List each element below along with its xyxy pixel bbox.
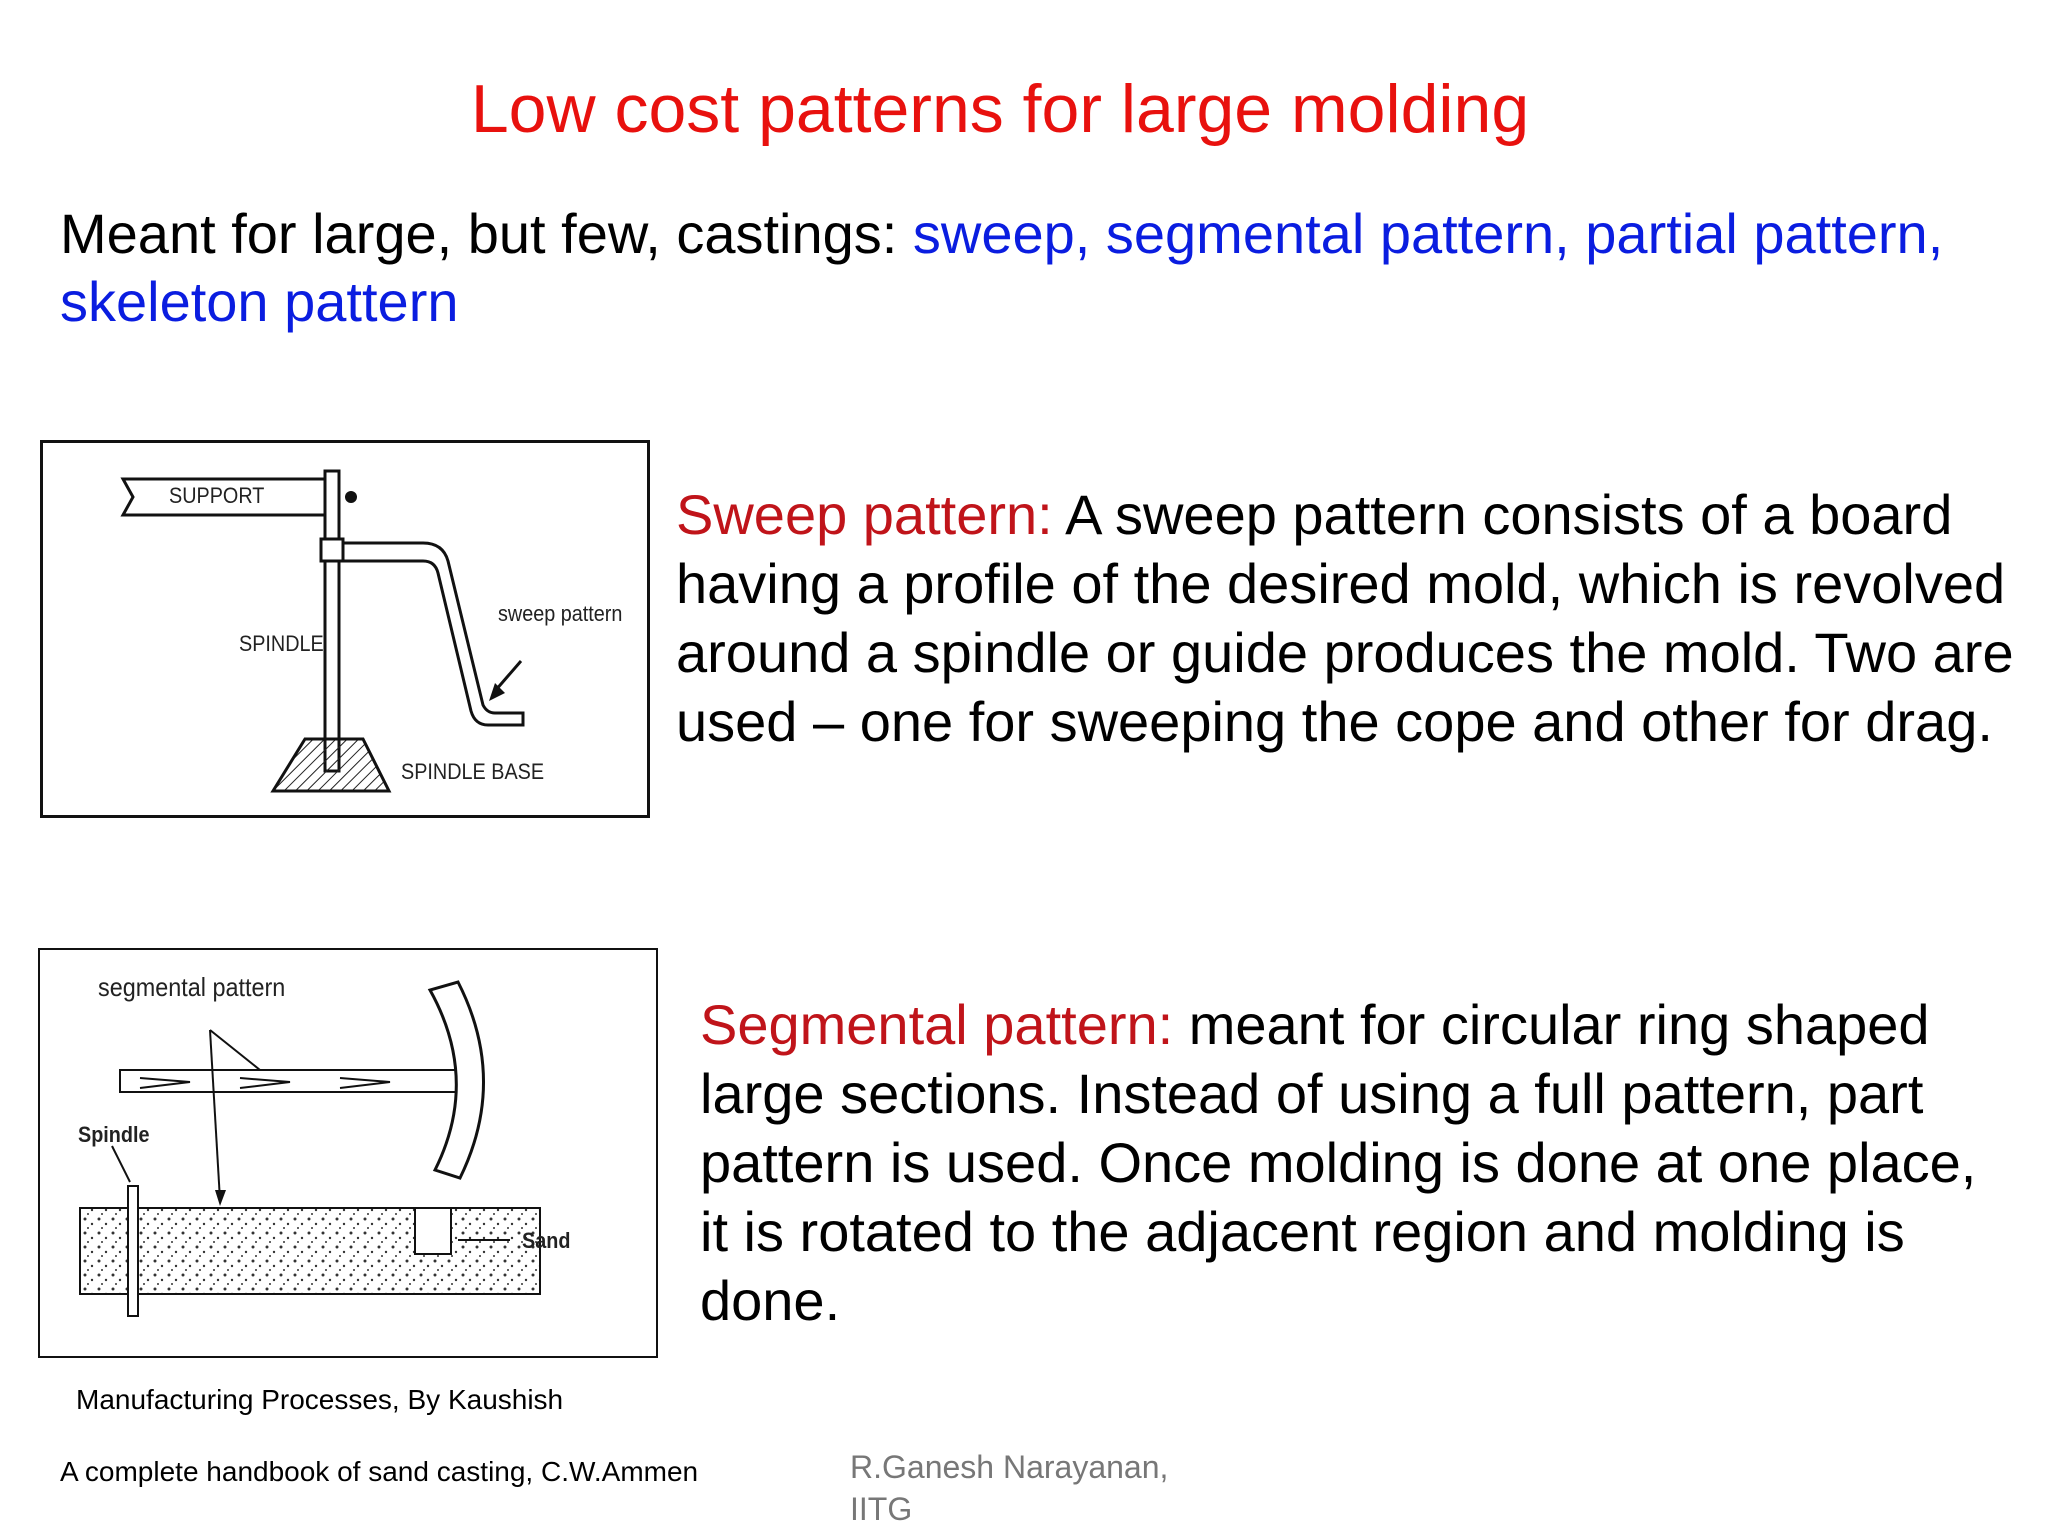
sweep-board (343, 543, 523, 725)
segmental-heading: Segmental pattern: (700, 993, 1174, 1056)
label-sand: Sand (522, 1228, 571, 1253)
source-caption-2: A complete handbook of sand casting, C.W.Ammen (60, 1456, 699, 1487)
slide-title: Low cost patterns for large molding (470, 71, 1530, 147)
sweep-description (676, 480, 2026, 756)
label-spindle: SPINDLE (239, 631, 324, 656)
label-sweep-pattern: sweep pattern (498, 601, 623, 626)
sweep-heading: Sweep pattern: (676, 483, 1053, 546)
sweep-body: A sweep pattern consists of a board having a profile of the desired mold, which is revolved around a spindle or guide produces the mold. Two are used – one for sweeping the cope and other for drag. (676, 483, 2014, 753)
sweep-pattern-drawing (43, 443, 647, 815)
segmental-pattern-drawing (40, 950, 656, 1356)
intro-text (60, 200, 2010, 336)
sand-bed (80, 1208, 540, 1294)
author-name: R.Ganesh Narayanan, (850, 1449, 1169, 1485)
segmental-pattern-figure (38, 948, 658, 1358)
label-support: SUPPORT (169, 483, 265, 508)
author-institute: IITG (850, 1491, 913, 1527)
spindle-rod (325, 471, 339, 771)
spindle-base (273, 739, 389, 791)
segmental-body: meant for circular ring shaped large sections. Instead of using a full pattern, part pattern is used. Once molding is done at one place, it is rotated to the adjacent region and molding is done. (700, 993, 1977, 1332)
label-spindle-base: SPINDLE BASE (401, 759, 545, 784)
intro-pattern-list: sweep, segmental pattern, partial pattern, skeleton pattern (60, 202, 1944, 333)
intro-prefix: Meant for large, but few, castings: (60, 202, 913, 265)
spindle-rod (128, 1186, 138, 1316)
author-credit (850, 1446, 1168, 1530)
segmental-description (700, 990, 2000, 1335)
sweep-pattern-figure (40, 440, 650, 818)
label-spindle: Spindle (78, 1122, 150, 1147)
source-caption-1: Manufacturing Processes, By Kaushish (76, 1384, 564, 1415)
label-segmental-pattern: segmental pattern (98, 972, 286, 1002)
